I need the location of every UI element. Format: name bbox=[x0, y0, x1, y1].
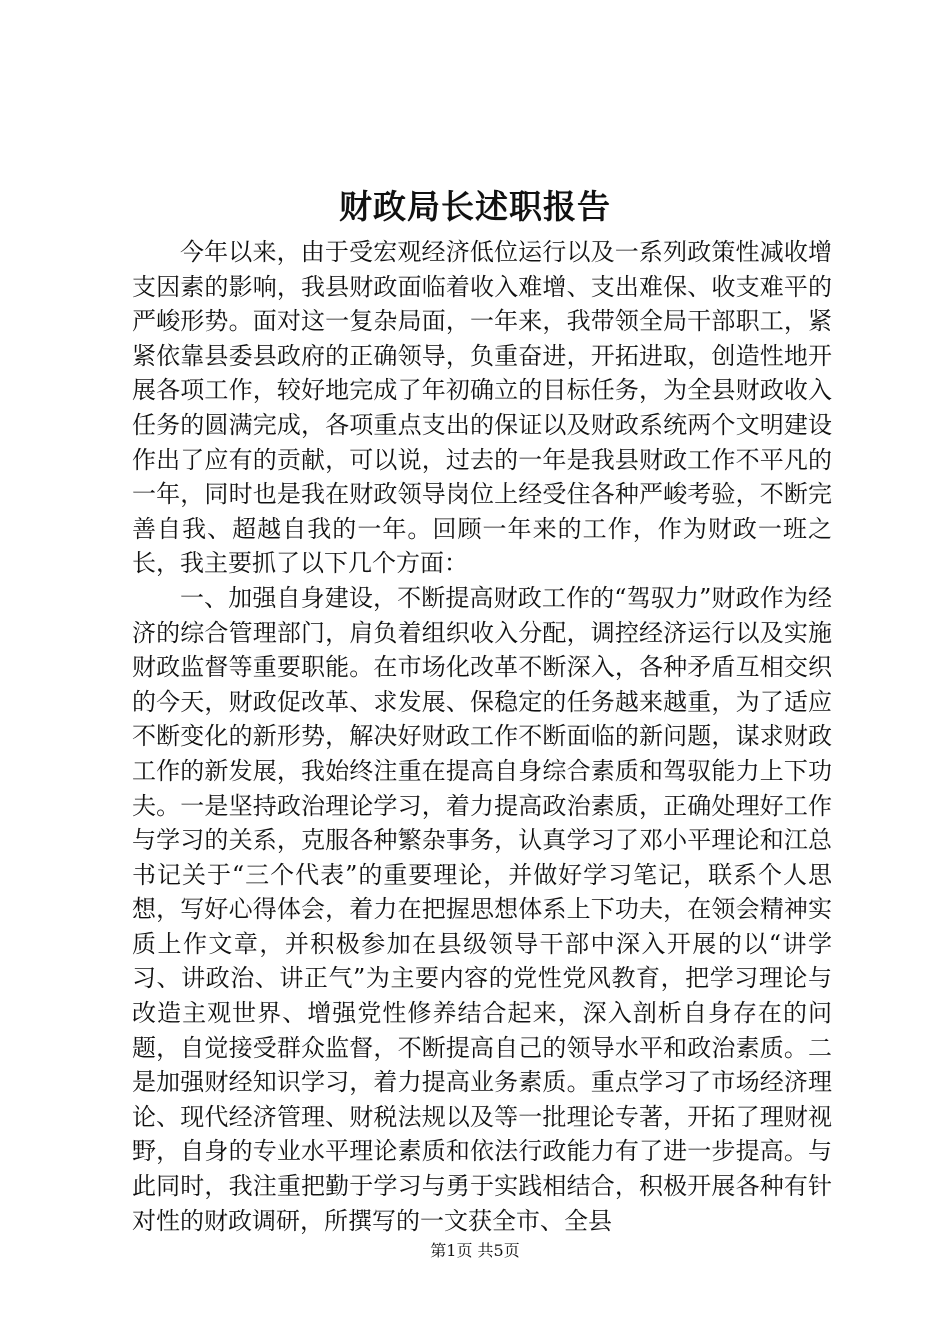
paragraph-intro: 今年以来，由于受宏观经济低位运行以及一系列政策性减收增支因素的影响，我县财政面临着收入难增、支出难保、收支难平的严峻形势。面对这一复杂局面，一年来，我带领全局干部职工，紧紧依靠县委县政府的正确领导，负重奋进，开拓进取，创造性地开展各项工作，较好地完成了年初确立的目标任务，为全县财政收入任务的圆满完成，各项重点支出的保证以及财政系统两个文明建设作出了应有的贡献，可以说，过去的一年是我县财政工作不平凡的一年，同时也是我在财政领导岗位上经受住各种严峻考验，不断完善自我、超越自我的一年。回顾一年来的工作，作为财政一班之长，我主要抓了以下几个方面： bbox=[132, 238, 832, 578]
paragraph-section-one: 一、加强自身建设，不断提高财政工作的“驾驭力”财政作为经济的综合管理部门，肩负着组织收入分配，调控经济运行以及实施财政监督等重要职能。在市场化改革不断深入，各种矛盾互相交织的今天，财政促改革、求发展、保稳定的任务越来越重，为了适应不断变化的新形势，解决好财政工作不断面临的新问题，谋求财政工作的新发展，我始终注重在提高自身综合素质和驾驭能力上下功夫。一是坚持政治理论学习，着力提高政治素质，正确处理好工作与学习的关系，克服各种繁杂事务，认真学习了邓小平理论和江总书记关于“三个代表”的重要理论，并做好学习笔记，联系个人思想，写好心得体会，着力在把握思想体系上下功夫，在领会精神实质上作文章，并积极参加在县级领导干部中深入开展的以“讲学习、讲政治、讲正气”为主要内容的党性党风教育，把学习理论与改造主观世界、增强党性修养结合起来，深入剖析自身存在的问题，自觉接受群众监督，不断提高自己的领导水平和政治素质。二是加强财经知识学习，着力提高业务素质。重点学习了市场经济理论、现代经济管理、财税法规以及等一批理论专著，开拓了理财视野，自身的专业水平理论素质和依法行政能力有了进一步提高。与此同时，我注重把勤于学习与勇于实践相结合，积极开展各种有针对性的财政调研，所撰写的一文获全市、全县 bbox=[132, 583, 832, 1235]
page-number-footer: 第1页 共5页 bbox=[430, 1241, 520, 1260]
document-body bbox=[132, 235, 832, 1238]
document-title: 财政局长述职报告 bbox=[339, 187, 611, 226]
